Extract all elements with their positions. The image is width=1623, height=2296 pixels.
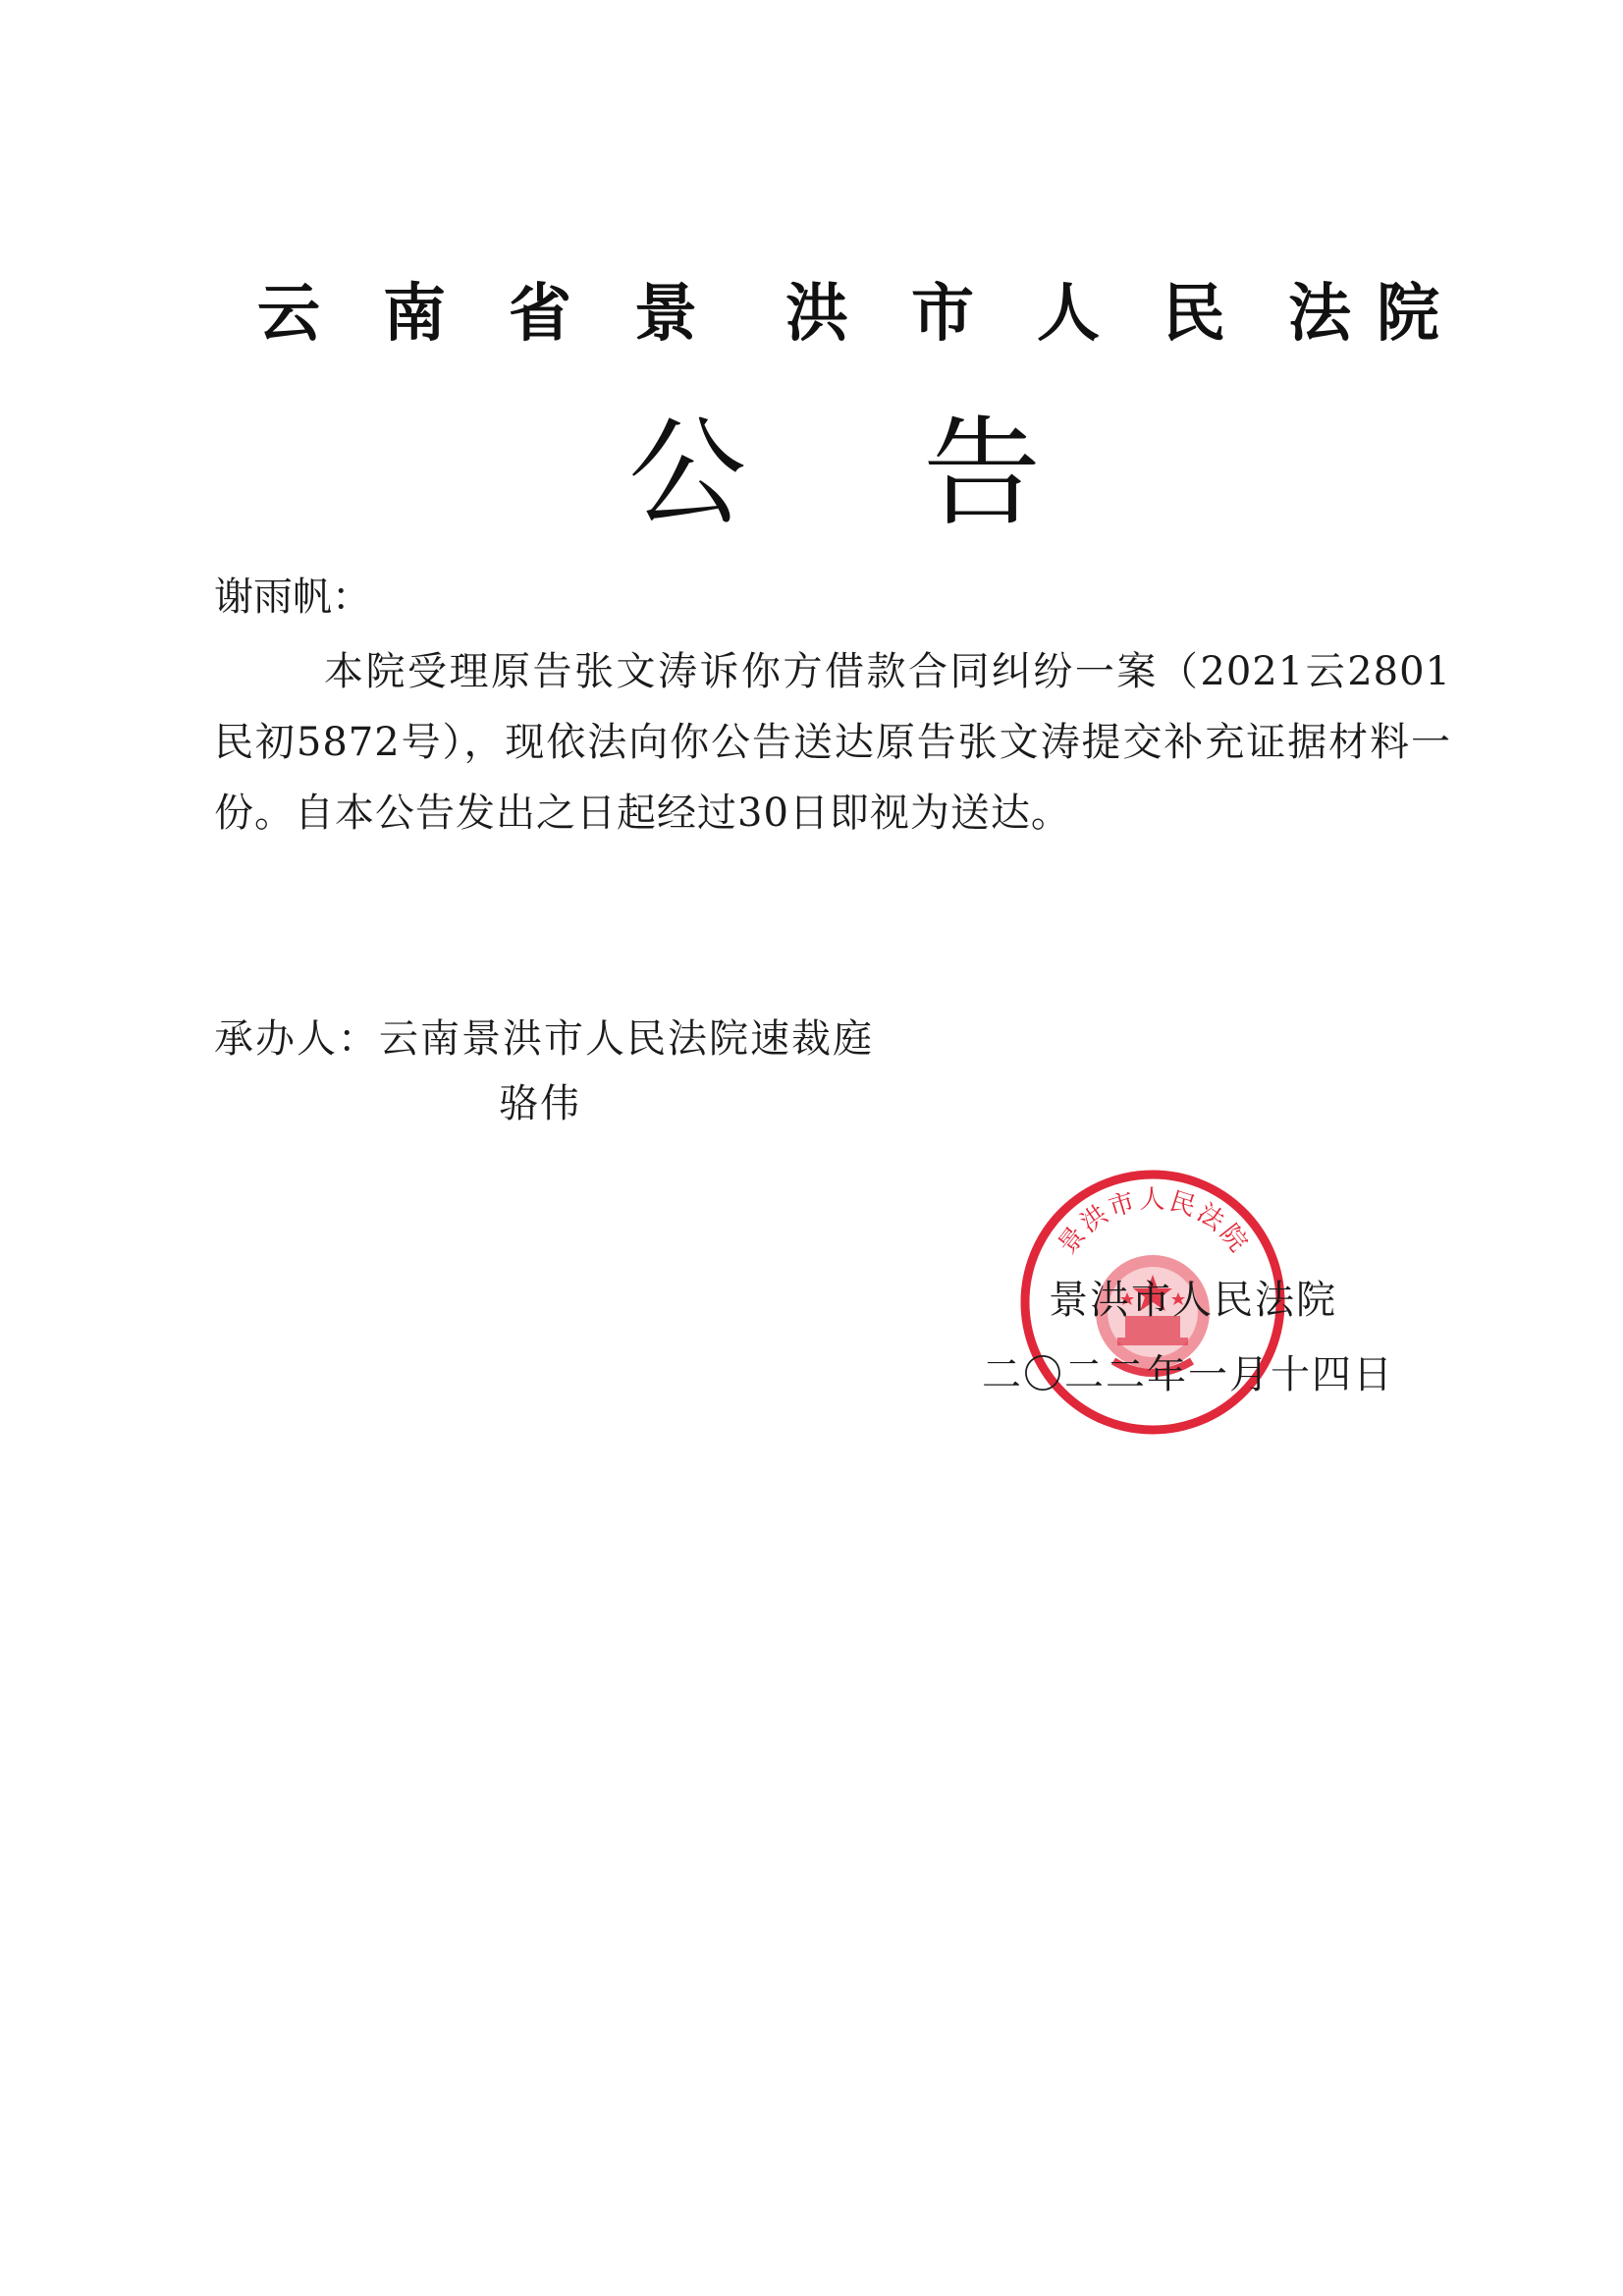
notice-title-char: 公: [628, 406, 746, 542]
handler-name: 骆伟: [499, 1081, 581, 1126]
court-name-char: 省: [509, 278, 571, 351]
addressee: 谢雨帆：: [214, 574, 371, 620]
handler-line: 承办人：云南景洪市人民法院速裁庭: [214, 1016, 874, 1062]
court-name-char: 云: [257, 278, 320, 351]
court-name-char: 民: [1163, 278, 1225, 351]
court-name-char: 南: [383, 278, 446, 351]
seal-text: 景洪市人民法院: [1053, 1185, 1255, 1260]
court-name-char: 院: [1377, 278, 1439, 351]
signature-date: 二〇二二年一月十四日: [982, 1352, 1394, 1397]
court-name-char: 人: [1037, 278, 1100, 351]
notice-title: [628, 406, 1041, 542]
notice-title-char: 告: [923, 406, 1041, 542]
court-name-char: 洪: [785, 278, 848, 351]
court-name-char: 法: [1288, 278, 1351, 351]
court-name-char: 景: [634, 278, 697, 351]
signature-court: 景洪市人民法院: [1049, 1278, 1337, 1323]
court-name-char: 市: [911, 278, 974, 351]
notice-body: 本院受理原告张文涛诉你方借款合同纠纷一案（2021云2801民初5872号），现依法向你公告送达原告张文涛提交补充证据材料一份。自本公告发出之日起经过30日即视为送达。: [214, 649, 1451, 836]
court-name-heading: [257, 275, 1445, 354]
